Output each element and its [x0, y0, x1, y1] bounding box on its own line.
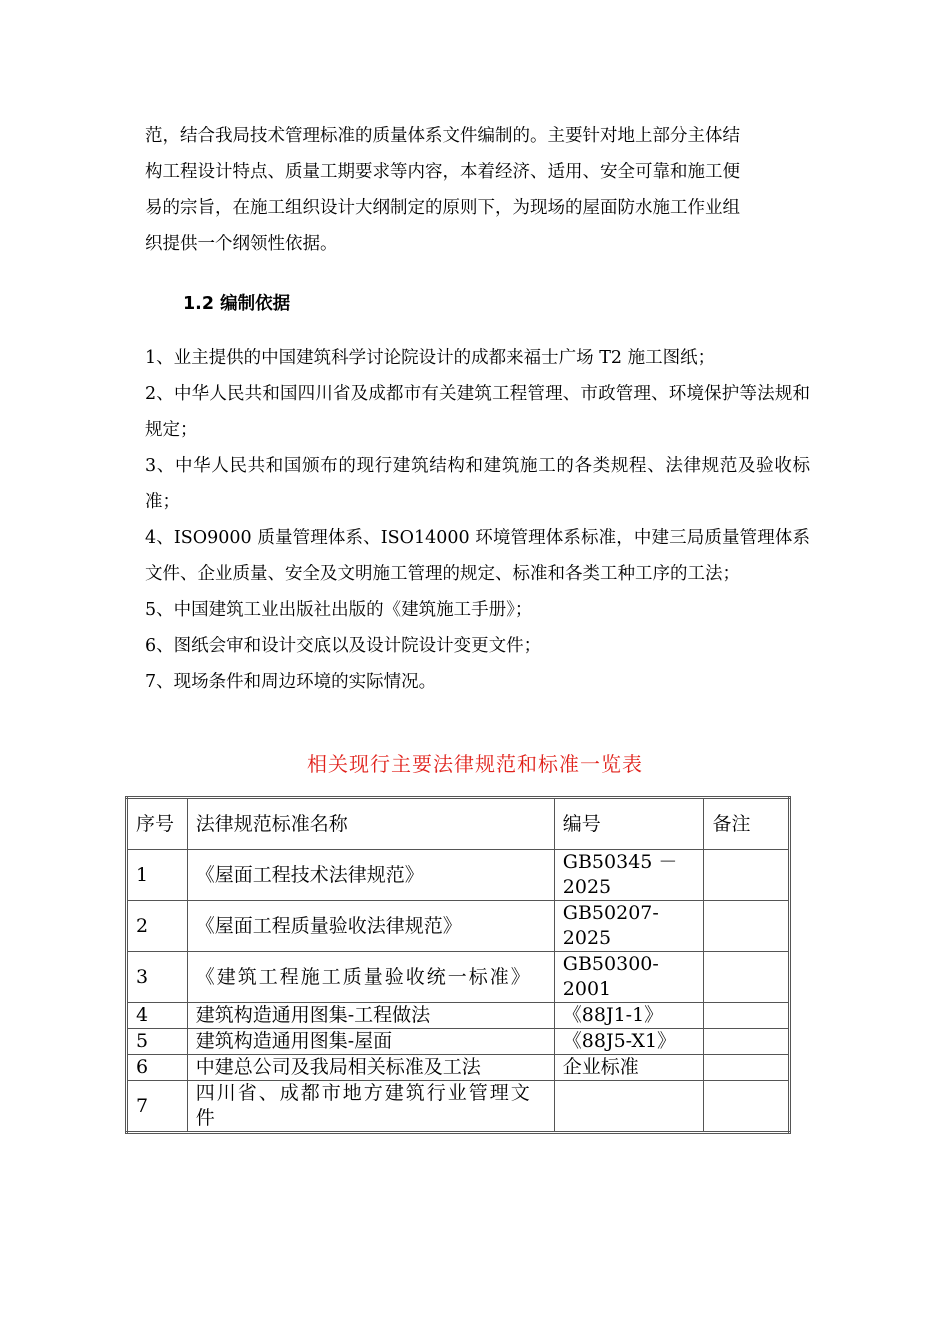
cell-name: 建筑构造通用图集-屋面 — [187, 1029, 554, 1055]
intro-line: 范，结合我局技术管理标准的质量体系文件编制的。主要针对地上部分主体结 — [145, 126, 740, 146]
table-row — [127, 1003, 790, 1029]
cell-index: 6 — [127, 1055, 188, 1081]
cell-name: 《屋面工程技术法律规范》 — [187, 850, 554, 901]
intro-paragraph — [145, 118, 810, 262]
cell-note — [704, 901, 790, 952]
cell-index: 5 — [127, 1029, 188, 1055]
list-item: 4、ISO9000 质量管理体系、ISO14000 环境管理体系标准，中建三局质量管理体系文件、企业质量、安全及文明施工管理的规定、标准和各类工种工序的工法； — [145, 528, 810, 584]
list-item: 2、中华人民共和国四川省及成都市有关建筑工程管理、市政管理、环境保护等法规和规定； — [145, 384, 810, 440]
cell-note — [704, 1055, 790, 1081]
cell-code: GB50207-2025 — [554, 901, 704, 952]
cell-index: 1 — [127, 850, 188, 901]
header-code: 编号 — [554, 798, 704, 850]
cell-note — [704, 1081, 790, 1133]
intro-line: 易的宗旨，在施工组织设计大纲制定的原则下，为现场的屋面防水施工作业组 — [145, 198, 740, 218]
table-row — [127, 1055, 790, 1081]
list-item: 6、图纸会审和设计交底以及设计院设计变更文件； — [145, 636, 542, 656]
cell-name: 中建总公司及我局相关标准及工法 — [187, 1055, 554, 1081]
cell-index: 3 — [127, 952, 188, 1003]
cell-index: 2 — [127, 901, 188, 952]
table-row — [127, 1029, 790, 1055]
cell-index: 4 — [127, 1003, 188, 1029]
cell-name: 四川省、成都市地方建筑行业管理文件 — [187, 1081, 554, 1133]
table-header-row — [127, 798, 790, 850]
header-note: 备注 — [704, 798, 790, 850]
basis-list — [145, 340, 810, 700]
cell-code: GB50300-2001 — [554, 952, 704, 1003]
table-title: 相关现行主要法律规范和标准一览表 — [307, 752, 643, 776]
intro-line: 织提供一个纲领性依据。 — [145, 234, 338, 254]
cell-name: 建筑构造通用图集-工程做法 — [187, 1003, 554, 1029]
table-row — [127, 1081, 790, 1133]
table-row — [127, 901, 790, 952]
header-index: 序号 — [127, 798, 188, 850]
cell-note — [704, 952, 790, 1003]
cell-name: 《屋面工程质量验收法律规范》 — [187, 901, 554, 952]
cell-code: 企业标准 — [554, 1055, 704, 1081]
cell-index: 7 — [127, 1081, 188, 1133]
cell-name: 《建筑工程施工质量验收统一标准》 — [187, 952, 554, 1003]
list-item: 7、现场条件和周边环境的实际情况。 — [145, 672, 437, 692]
table-row — [127, 952, 790, 1003]
standards-table — [125, 796, 791, 1134]
list-item: 5、中国建筑工业出版社出版的《建筑施工手册》； — [145, 600, 533, 620]
intro-line: 构工程设计特点、质量工期要求等内容，本着经济、适用、安全可靠和施工便 — [145, 162, 740, 182]
table-row — [127, 850, 790, 901]
cell-code: 《88J5-X1》 — [554, 1029, 704, 1055]
cell-code: 《88J1-1》 — [554, 1003, 704, 1029]
list-item: 1、业主提供的中国建筑科学讨论院设计的成都来福士广场 T2 施工图纸； — [145, 348, 716, 368]
cell-note — [704, 850, 790, 901]
cell-note — [704, 1003, 790, 1029]
cell-code: GB50345 －2025 — [554, 850, 704, 901]
section-heading: 1.2 编制依据 — [183, 294, 291, 314]
header-name: 法律规范标准名称 — [187, 798, 554, 850]
list-item: 3、中华人民共和国颁布的现行建筑结构和建筑施工的各类规程、法律规范及验收标准； — [145, 456, 810, 512]
cell-code — [554, 1081, 704, 1133]
cell-note — [704, 1029, 790, 1055]
